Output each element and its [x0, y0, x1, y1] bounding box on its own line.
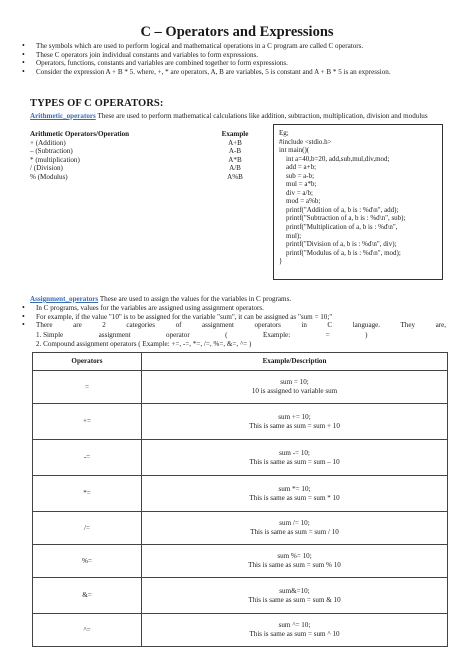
description-cell — [142, 440, 448, 476]
example-line: sum /= 10; — [279, 519, 310, 527]
arith-op: + (Addition) — [30, 138, 66, 147]
arithmetic-desc: These are used to perform mathematical calculations like addition, subtraction, multiplication, division and modulus — [95, 112, 428, 120]
assignment-sub-1: 1. Simple assignment operator ( Example: = ) — [36, 331, 368, 339]
description-line: This is same as sum = sum * 10 — [249, 493, 340, 502]
assignment-bullet: • There are 2 categories of assignment operators in C language. They are, — [14, 321, 446, 330]
arith-example: A%B — [227, 172, 243, 181]
example-line: sum %= 10; — [277, 552, 312, 560]
arithmetic-operators-link[interactable]: Arithmetic_operators — [30, 112, 96, 120]
intro-bullet: • Consider the expression A + B * 5. where, +, * are operators, A, B are variables, 5 is constant and A + B * 5 is an expression. — [14, 68, 446, 77]
table-row — [33, 614, 448, 647]
assignment-desc: These are used to assign the values for the variables in C programs. — [98, 295, 292, 303]
arith-row — [30, 173, 270, 182]
description-cell — [142, 404, 448, 440]
arith-op: – (Subtraction) — [30, 147, 73, 156]
assignment-bullet: • For example, if the value "10" is to be assigned for the variable "sum", it can be assigned as "sum = 10;" — [14, 313, 446, 322]
code-line: printf("Modulus of a, b is : %d\n", mod); — [279, 248, 401, 257]
description-cell — [142, 578, 448, 614]
arith-example: A*B — [228, 155, 242, 164]
arith-row — [30, 156, 270, 165]
table-row — [33, 404, 448, 440]
arith-header-op: Arithmetic Operators/Operation — [30, 130, 130, 138]
arith-row — [30, 164, 270, 173]
intro-bullet-list — [14, 42, 446, 77]
table-row — [33, 545, 448, 578]
code-line: int a=40,b=20, add,sub,mul,div,mod; — [279, 154, 390, 163]
example-line: sum += 10; — [278, 412, 311, 421]
assignment-operators-link[interactable]: Assignment_operators — [30, 295, 99, 303]
assignment-bullet-list — [14, 304, 446, 330]
description-cell — [142, 545, 448, 578]
arithmetic-operator-table — [30, 130, 270, 182]
intro-bullet: • Operators, functions, constants and variables are combined together to form expressions. — [14, 59, 446, 68]
description-cell — [142, 476, 448, 512]
arith-row — [30, 147, 270, 156]
table-row — [33, 512, 448, 545]
arith-example: A/B — [229, 164, 241, 173]
arith-row — [30, 139, 270, 148]
operator-cell: = — [33, 371, 142, 404]
code-line: mul); — [279, 231, 302, 240]
description-cell — [142, 614, 448, 647]
code-line: printf("Division of a, b is : %d\n", div); — [279, 240, 397, 249]
arithmetic-intro — [30, 112, 435, 121]
assignment-sub-2: 2. Compound assignment operators ( Example: +=, -=, *=, /=, %=, &=, ^= ) — [36, 340, 252, 348]
code-line: div = a/b; — [279, 188, 313, 197]
assignment-bullet: • In C programs, values for the variables are assigned using assignment operators. — [14, 304, 446, 313]
operator-cell: &= — [33, 578, 142, 614]
code-line: sub = a-b; — [279, 171, 315, 180]
operator-cell: %= — [33, 545, 142, 578]
description-line: This is same as sum = sum % 10 — [248, 561, 341, 569]
code-line: mul = a*b; — [279, 180, 317, 189]
arith-op: % (Modulus) — [30, 172, 68, 181]
types-heading: TYPES OF C OPERATORS: — [30, 98, 164, 109]
header-example-description: Example/Description — [142, 353, 448, 371]
arith-example: A+B — [228, 138, 242, 147]
operator-cell: /= — [33, 512, 142, 545]
example-line: sum = 10; — [280, 378, 309, 386]
operator-cell: ^= — [33, 614, 142, 647]
intro-bullet: • The symbols which are used to perform logical and mathematical operations in a C program are called C operators. — [14, 42, 446, 51]
code-line: Eg; — [279, 129, 289, 137]
description-line: This is same as sum = sum & 10 — [248, 595, 341, 604]
example-line: sum&=10; — [279, 586, 310, 595]
arith-header-example: Example — [221, 130, 249, 138]
arith-op: * (multiplication) — [30, 155, 80, 164]
code-line: #include <stdio.h> — [279, 137, 332, 146]
code-line: add = a+b; — [279, 163, 317, 172]
arith-example: A-B — [228, 147, 242, 156]
table-row — [33, 440, 448, 476]
table-row — [33, 578, 448, 614]
example-line: sum -= 10; — [279, 448, 310, 457]
code-line: printf("Multiplication of a, b is : %d\n", — [279, 223, 398, 232]
description-line: This is same as sum = sum ^ 10 — [249, 630, 340, 638]
intro-bullet: • These C operators join individual constants and variables to form expressions. — [14, 51, 446, 60]
table-row — [33, 371, 448, 404]
code-line: printf("Addition of a, b is : %d\n", add); — [279, 205, 399, 214]
operator-cell: -= — [33, 440, 142, 476]
table-header-row — [33, 353, 448, 371]
assignment-intro — [30, 295, 450, 304]
code-line: mod = a%b; — [279, 197, 321, 206]
operator-cell: *= — [33, 476, 142, 512]
code-line: } — [279, 257, 283, 266]
code-line: printf("Subtraction of a, b is : %d\n", sub); — [279, 214, 406, 223]
code-line: int main()( — [279, 146, 310, 155]
description-line: This is same as sum = sum – 10 — [249, 457, 340, 466]
operator-cell: += — [33, 404, 142, 440]
example-line: sum ^= 10; — [278, 621, 311, 629]
description-cell — [142, 371, 448, 404]
description-cell — [142, 512, 448, 545]
example-line: sum *= 10; — [278, 484, 311, 493]
header-operators: Operators — [33, 353, 142, 371]
arith-op: / (Division) — [30, 164, 63, 173]
page-title: C – Operators and Expressions — [140, 24, 334, 40]
table-row — [33, 476, 448, 512]
code-example-box — [273, 124, 443, 280]
description-line: This is same as sum = sum / 10 — [250, 528, 339, 536]
description-line: 10 is assigned to variable sum — [251, 387, 338, 395]
description-line: This is same as sum = sum + 10 — [249, 421, 340, 430]
assignment-operator-table — [32, 352, 448, 647]
